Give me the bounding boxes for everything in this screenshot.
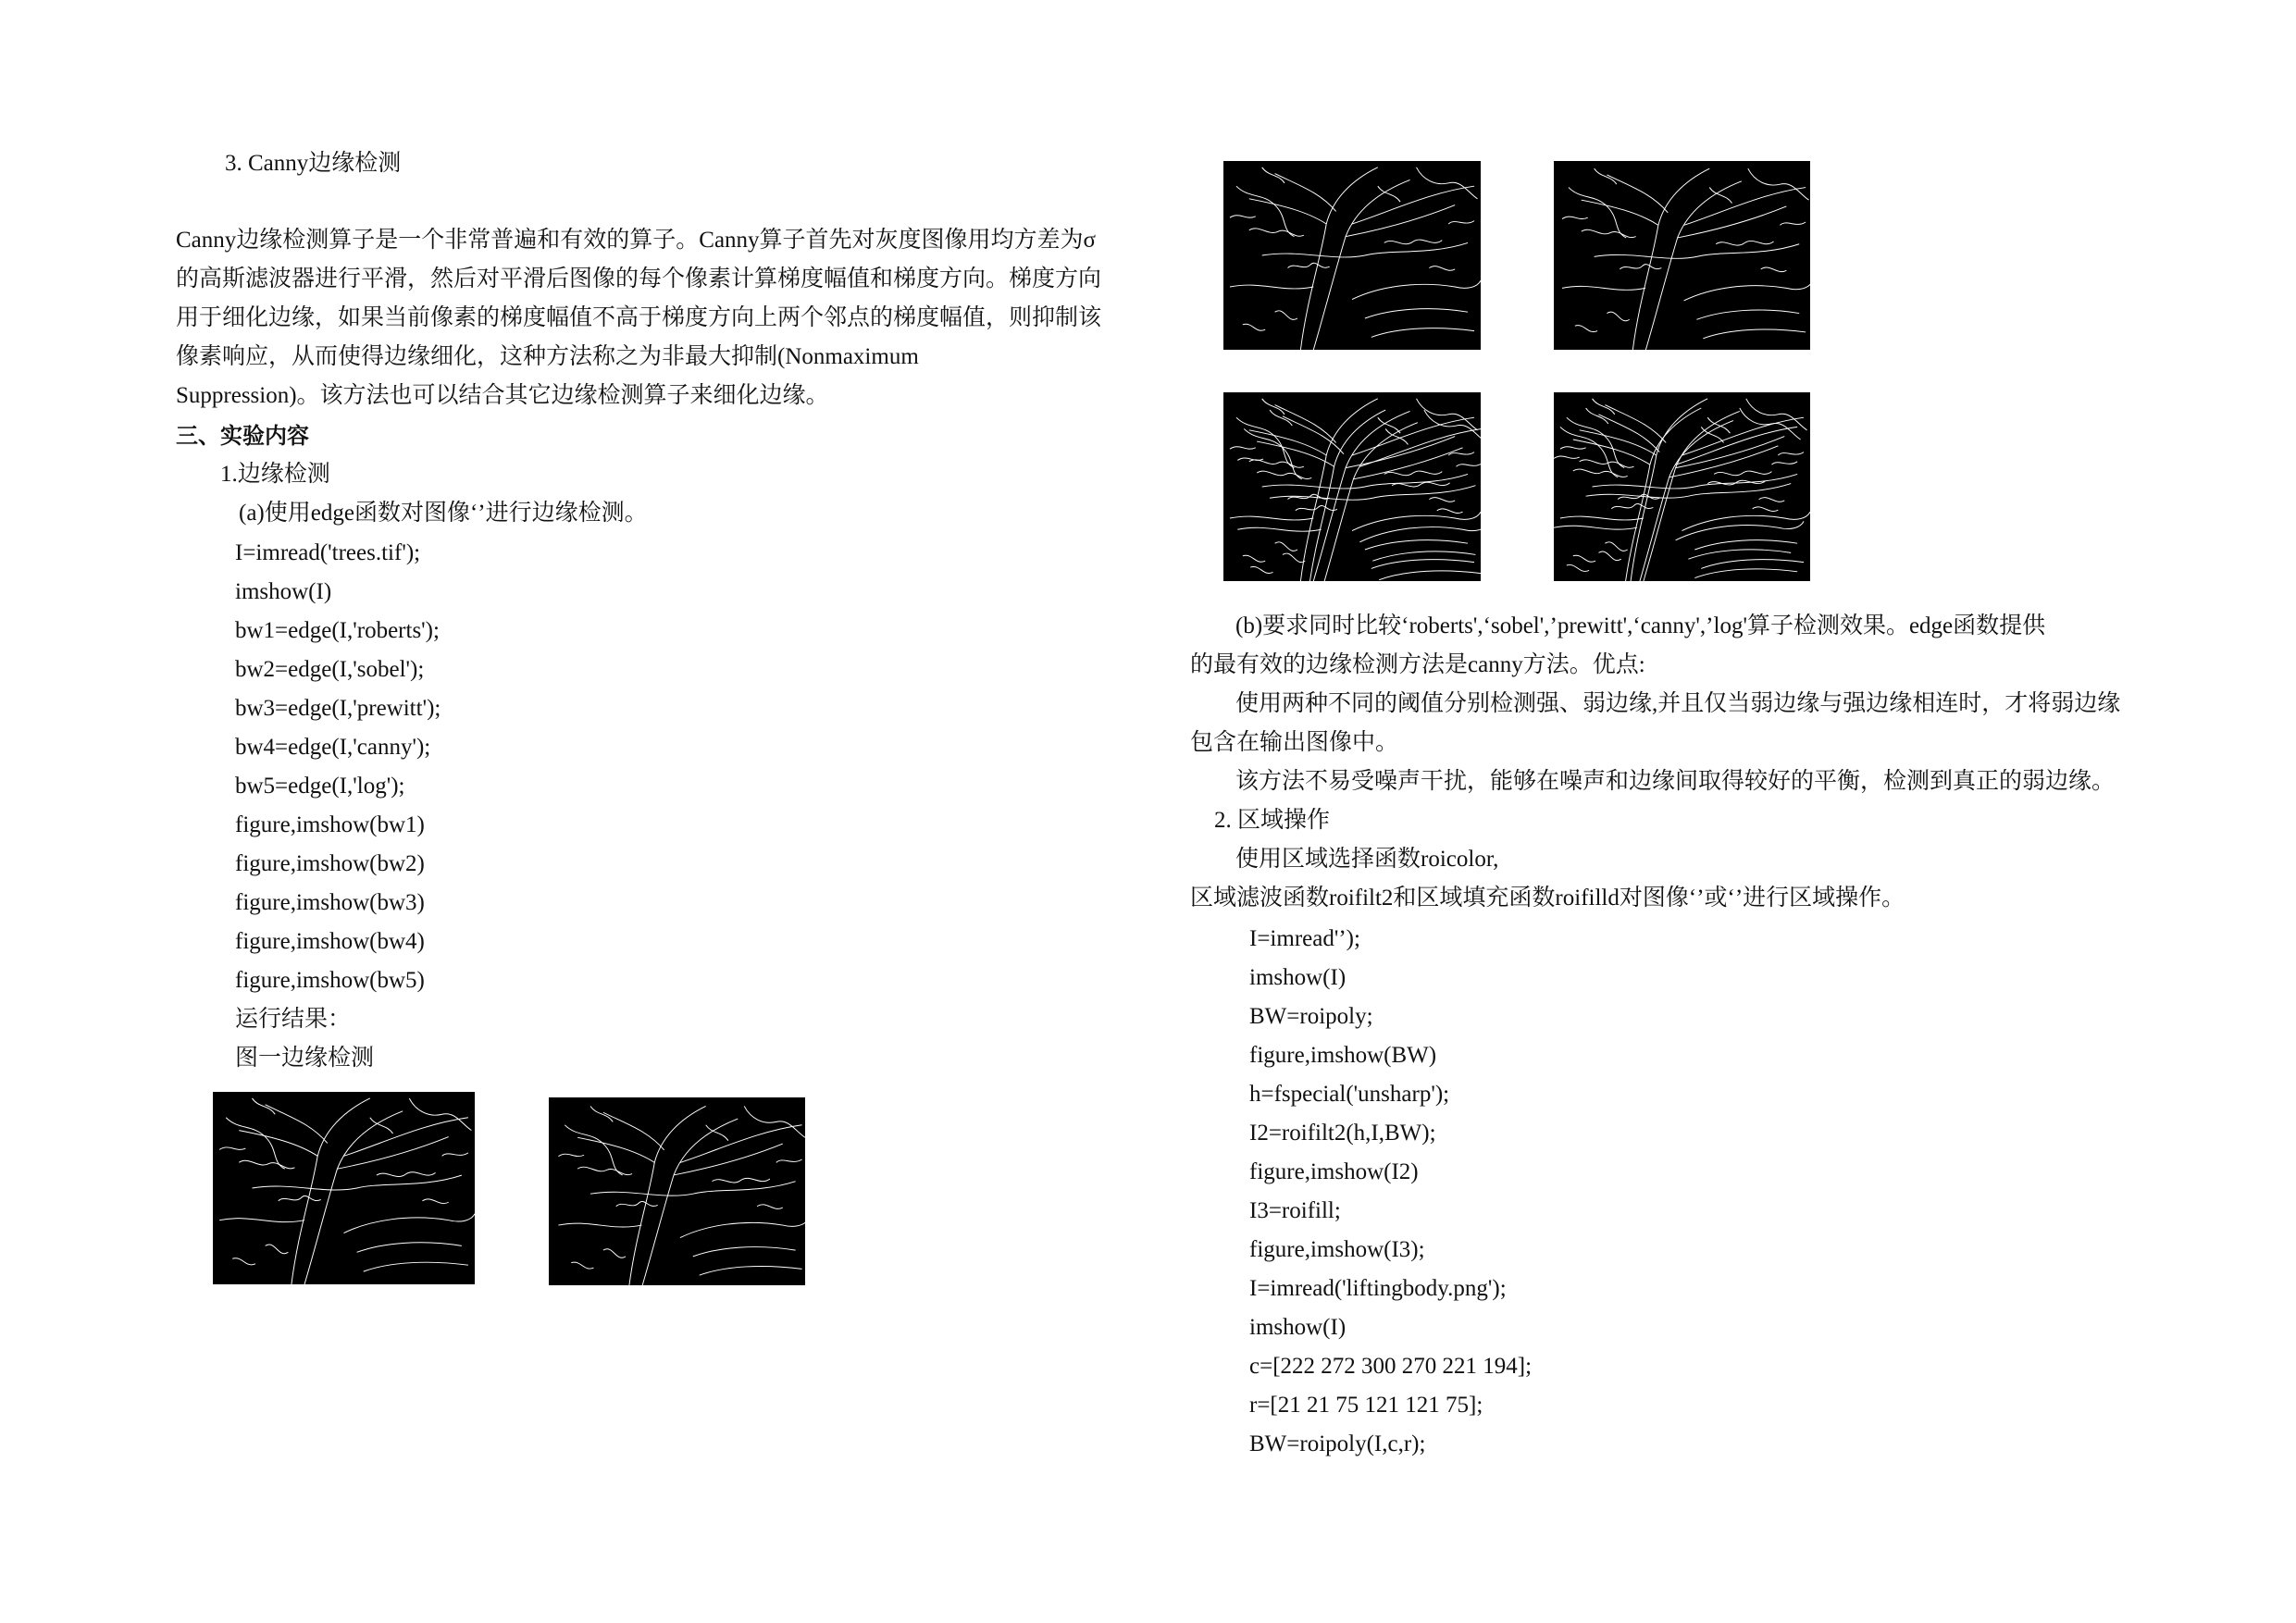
paragraph-line: 的高斯滤波器进行平滑，然后对平滑后图像的每个像素计算梯度幅值和梯度方向。梯度方向 — [176, 266, 1102, 291]
paragraph-line: 用于细化边缘，如果当前像素的梯度幅值不高于梯度方向上两个邻点的梯度幅值，则抑制该 — [176, 305, 1102, 330]
prewitt-edge-image — [1223, 161, 1481, 350]
paragraph-line: Suppression)。该方法也可以结合其它边缘检测算子来细化边缘。 — [176, 383, 829, 408]
code-line: bw2=edge(I,'sobel'); — [235, 657, 425, 682]
advantage-line: 该方法不易受噪声干扰，能够在噪声和边缘间取得较好的平衡，检测到真正的弱边缘。 — [1235, 769, 2116, 794]
sub-heading: 1.边缘检测 — [220, 462, 330, 487]
code-line: imshow(I) — [1249, 965, 1347, 990]
figure-caption: 图一边缘检测 — [235, 1046, 375, 1071]
code-line: imshow(I) — [1249, 1315, 1347, 1340]
code-line: h=fspecial('unsharp'); — [1249, 1082, 1450, 1107]
advantage-line: 包含在输出图像中。 — [1190, 730, 1399, 755]
code-line: I=imread('liftingbody.png'); — [1249, 1276, 1507, 1301]
code-line: bw1=edge(I,'roberts'); — [235, 618, 440, 643]
code-line: r=[21 21 75 121 121 75]; — [1249, 1393, 1483, 1418]
code-line: I=imread('trees.tif'); — [235, 540, 421, 565]
code-line: figure,imshow(bw2) — [235, 851, 425, 876]
code-line: bw3=edge(I,'prewitt'); — [235, 696, 441, 721]
canny-edge-image-1 — [1554, 161, 1810, 350]
task-a-text: (a)使用edge函数对图像‘’进行边缘检测。 — [239, 501, 648, 526]
region-intro-line: 使用区域选择函数roicolor, — [1235, 847, 1499, 872]
section-heading: 3. Canny边缘检测 — [225, 151, 402, 176]
log-edge-image — [1223, 392, 1481, 581]
region-heading: 2. 区域操作 — [1214, 808, 1331, 833]
paragraph-line: Canny边缘检测算子是一个非常普遍和有效的算子。Canny算子首先对灰度图像用均方差为σ — [176, 228, 1097, 253]
code-line: I2=roifilt2(h,I,BW); — [1249, 1121, 1436, 1146]
code-line: I3=roifill; — [1249, 1198, 1341, 1223]
code-line: c=[222 272 300 270 221 194]; — [1249, 1354, 1533, 1379]
code-line: figure,imshow(bw5) — [235, 968, 425, 993]
code-line: figure,imshow(bw4) — [235, 929, 425, 954]
task-b-line: (b)要求同时比较‘roberts',‘sobel',’prewitt',‘canny',’log'算子检测效果。edge函数提供 — [1235, 613, 2046, 638]
code-line: BW=roipoly; — [1249, 1004, 1373, 1029]
sobel-edge-image — [549, 1097, 805, 1285]
code-line: figure,imshow(BW) — [1249, 1043, 1437, 1068]
task-b-line: 的最有效的边缘检测方法是canny方法。优点: — [1190, 652, 1645, 677]
result-label: 运行结果： — [235, 1007, 352, 1032]
code-line: bw5=edge(I,'log'); — [235, 774, 405, 799]
paragraph-line: 像素响应，从而使得边缘细化，这种方法称之为非最大抑制(Nonmaximum — [176, 344, 919, 369]
region-intro-line: 区域滤波函数roifilt2和区域填充函数roifilld对图像‘’或‘’进行区域操作。 — [1190, 886, 1905, 911]
code-line: BW=roipoly(I,c,r); — [1249, 1431, 1426, 1456]
code-line: figure,imshow(I3); — [1249, 1237, 1425, 1262]
code-line: bw4=edge(I,'canny'); — [235, 735, 431, 760]
code-line: imshow(I) — [235, 579, 332, 604]
canny-edge-image-2 — [1554, 392, 1810, 581]
experiment-heading: 三、实验内容 — [176, 423, 309, 449]
code-line: I=imread'’); — [1249, 926, 1360, 951]
code-line: figure,imshow(bw1) — [235, 812, 425, 837]
roberts-edge-image — [213, 1092, 475, 1284]
advantage-line: 使用两种不同的阈值分别检测强、弱边缘,并且仅当弱边缘与强边缘相连时，才将弱边缘 — [1235, 691, 2121, 716]
code-line: figure,imshow(I2) — [1249, 1159, 1419, 1184]
code-line: figure,imshow(bw3) — [235, 890, 425, 915]
